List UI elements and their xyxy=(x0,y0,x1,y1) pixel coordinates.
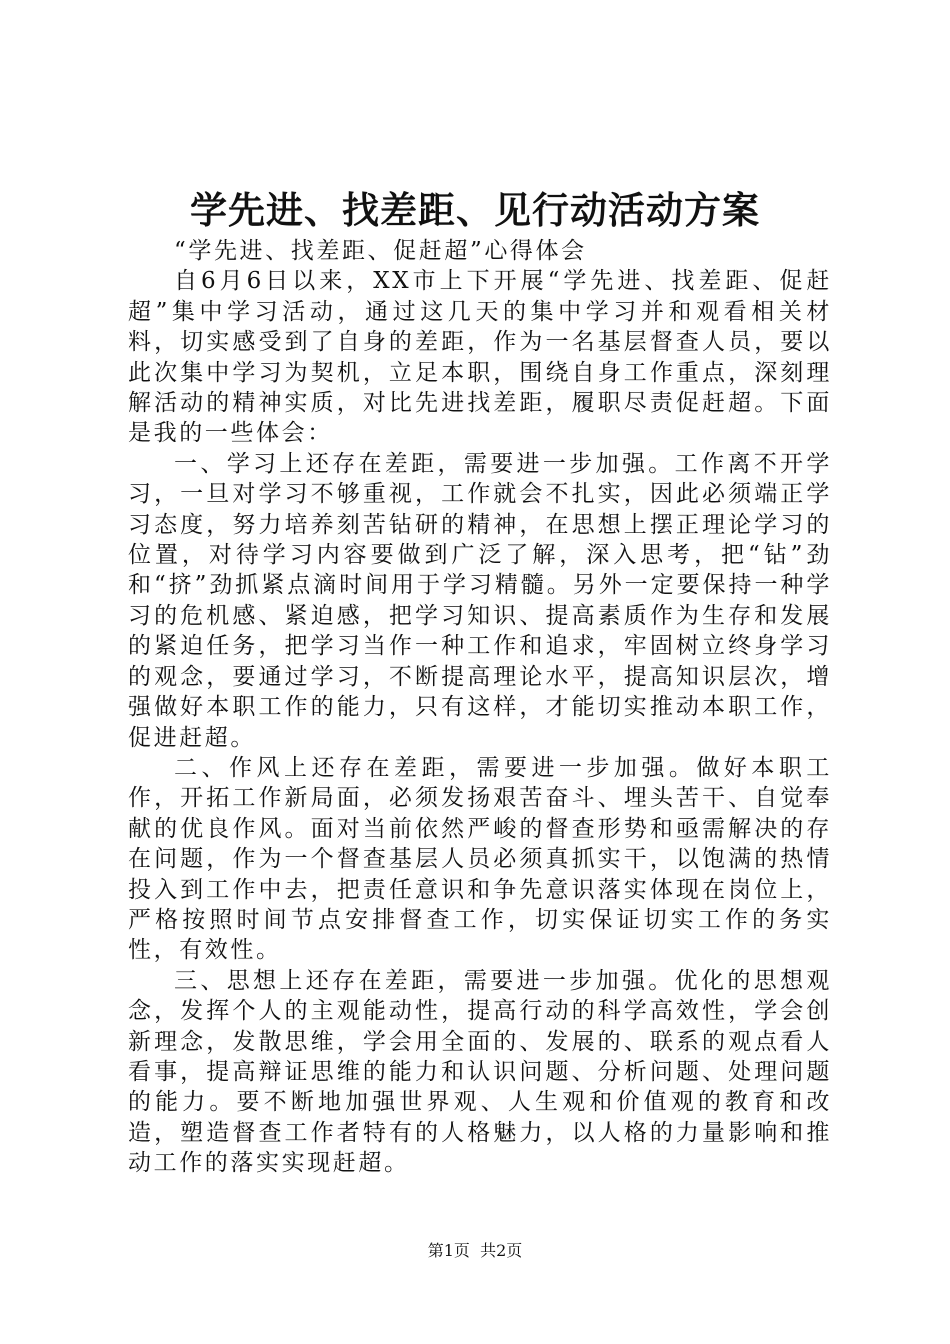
paragraph-work-style: 二、作风上还存在差距，需要进一步加强。做好本职工作，开拓工作新局面，必须发扬艰苦奋斗、埋头苦干、自觉奉献的优良作风。面对当前依然严峻的督查形势和亟需解决的存在问题，作为一个督查基层人员必须真抓实干，以饱满的热情投入到工作中去，把责任意识和争先意识落实体现在岗位上，严格按照时间节点安排督查工作，切实保证切实工作的务实性，有效性。 xyxy=(128,754,832,964)
subtitle: “学先进、找差距、促赶超”心得体会 xyxy=(174,238,587,264)
page-total: 共2页 xyxy=(480,1241,523,1260)
page-footer xyxy=(0,1240,950,1262)
paragraph-study: 一、学习上还存在差距，需要进一步加强。工作离不开学习，一旦对学习不够重视，工作就会不扎实，因此必须端正学习态度，努力培养刻苦钻研的精神，在思想上摆正理论学习的位置，对待学习内容要做到广泛了解，深入思考，把“钻”劲和“挤”劲抓紧点滴时间用于学习精髓。另外一定要保持一种学习的危机感、紧迫感，把学习知识、提高素质作为生存和发展的紧迫任务，把学习当作一种工作和追求，牢固树立终身学习的观念，要通过学习，不断提高理论水平，提高知识层次，增强做好本职工作的能力，只有这样，才能切实推动本职工作，促进赶超。 xyxy=(128,450,832,751)
page-number: 第1页 xyxy=(427,1241,470,1260)
paragraph-intro: 自6月6日以来，XX市上下开展“学先进、找差距、促赶超”集中学习活动，通过这几天的集中学习并和观看相关材料，切实感受到了自身的差距，作为一名基层督查人员，要以此次集中学习为契机，立足本职，围绕自身工作重点，深刻理解活动的精神实质，对比先进找差距，履职尽责促赶超。下面是我的一些体会： xyxy=(128,268,832,447)
document-body xyxy=(128,236,832,1179)
document-title: 学先进、找差距、见行动活动方案 xyxy=(190,188,760,232)
paragraph-thinking: 三、思想上还存在差距，需要进一步加强。优化的思想观念，发挥个人的主观能动性，提高行动的科学高效性，学会创新理念，发散思维，学会用全面的、发展的、联系的观点看人看事，提高辩证思维的能力和认识问题、分析问题、处理问题的能力。要不断地加强世界观、人生观和价值观的教育和改造，塑造督查工作者特有的人格魅力，以人格的力量影响和推动工作的落实实现赶超。 xyxy=(128,967,832,1177)
